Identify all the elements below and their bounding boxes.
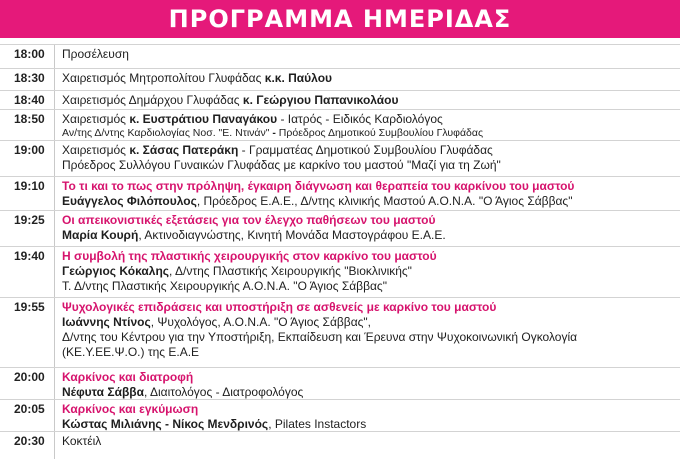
schedule-row: [0, 246, 680, 297]
schedule-content: [62, 179, 674, 209]
schedule-line: [62, 264, 674, 279]
schedule-line: [62, 279, 674, 294]
schedule-time: 19:25: [14, 213, 45, 227]
schedule-line: [62, 213, 674, 228]
schedule-line: [62, 434, 674, 449]
schedule-time: 18:40: [14, 93, 45, 107]
schedule-time: 18:30: [14, 71, 45, 85]
schedule-text: - Γραμματέας Δημοτικού Συμβουλίου Γλυφάδας: [238, 143, 493, 157]
schedule-row: [0, 431, 680, 459]
schedule-line: [62, 93, 674, 108]
schedule-line: [62, 330, 674, 345]
schedule-row: [0, 109, 680, 140]
schedule-text: Πρόεδρος Συλλόγου Γυναικών Γλυφάδας με καρκίνο του μαστού "Μαζί για τη Ζωή": [62, 158, 501, 172]
schedule-text: Χαιρετισμός: [62, 112, 130, 126]
speaker-name: κ. Σάσας Πατεράκη: [129, 143, 239, 157]
schedule-content: [62, 112, 674, 140]
schedule-text: Δ/ντης του Κέντρου για την Υποστήριξη, Εκπαίδευση και Έρευνα στην Ψυχοκοινωνική Ογκολογία: [62, 330, 578, 344]
speaker-name: Κώστας Μιλιάνης - Νίκος Μενδρινός: [62, 417, 269, 431]
schedule-line: [62, 370, 674, 385]
schedule-time: 18:00: [14, 47, 45, 61]
session-title: Οι απεικονιστικές εξετάσεις για τον έλεγχο παθήσεων του μαστού: [62, 213, 436, 227]
schedule-content: [62, 213, 674, 243]
schedule-text: , Ακτινοδιαγνώστης, Κινητή Μονάδα Μαστογράφου Ε.Α.Ε.: [138, 228, 446, 242]
schedule-content: [62, 249, 674, 294]
schedule-text: Πρόεδρος Δημοτικού Συμβουλίου Γλυφάδας: [275, 127, 483, 139]
schedule-text: Τ. Δ/ντης Πλαστικής Χειρουργικής Α.Ο.Ν.Α. "Ο Άγιος Σάββας": [62, 279, 387, 293]
speaker-name: Νέφυτα Σάββα: [62, 385, 144, 399]
schedule-time: 19:55: [14, 300, 45, 314]
schedule-text: Προσέλευση: [62, 47, 129, 61]
header-banner: [0, 0, 680, 38]
schedule-content: [62, 47, 674, 62]
schedule-line: [62, 402, 674, 417]
schedule-text: , Πρόεδρος Ε.Α.Ε., Δ/ντης κλινικής Μαστού Α.Ο.Ν.Α. "Ο Άγιος Σάββας": [196, 194, 573, 208]
schedule-time: 19:40: [14, 249, 45, 263]
speaker-name: -: [272, 127, 276, 139]
schedule-content: [62, 300, 674, 360]
schedule-row: [0, 90, 680, 109]
schedule-time: 19:10: [14, 179, 45, 193]
schedule-text: , Διαιτολόγος - Διατροφολόγος: [143, 385, 304, 399]
schedule-line: [62, 158, 674, 173]
schedule-line: [62, 417, 674, 432]
schedule-text: Χαιρετισμός Δημάρχου Γλυφάδας: [62, 93, 243, 107]
schedule-line: [62, 300, 674, 315]
schedule-time: 20:00: [14, 370, 45, 384]
schedule-time: 18:50: [14, 112, 45, 126]
schedule-text: Χαιρετισμός Μητροπολίτου Γλυφάδας: [62, 71, 265, 85]
schedule-text: , Pilates Instactors: [268, 417, 367, 431]
schedule-content: [62, 143, 674, 173]
schedule-row: [0, 140, 680, 176]
schedule-row: [0, 176, 680, 210]
speaker-name: Μαρία Κουρή: [62, 228, 139, 242]
schedule-line: [62, 315, 674, 330]
schedule-time: 20:05: [14, 402, 45, 416]
schedule-row: [0, 297, 680, 367]
schedule-text: , Ψυχολόγος, Α.Ο.Ν.Α. "Ο Άγιος Σάββας",: [150, 315, 372, 329]
schedule-line: [62, 385, 674, 400]
page-title: ΠΡΟΓΡΑΜΜΑ ΗΜΕΡΙΔΑΣ: [168, 5, 512, 33]
schedule-line: [62, 47, 674, 62]
schedule-time: 20:30: [14, 434, 45, 448]
schedule-content: [62, 93, 674, 108]
schedule-text: Κοκτέιλ: [62, 434, 102, 448]
schedule-text: (ΚΕ.Υ.ΕΕ.Ψ.Ο.) της Ε.Α.Ε: [62, 345, 200, 359]
schedule-content: [62, 434, 674, 449]
schedule-line: [62, 179, 674, 194]
schedule-line: [62, 71, 674, 86]
session-title: Καρκίνος και εγκύμωση: [62, 402, 199, 416]
schedule-row: [0, 210, 680, 246]
schedule-line: [62, 194, 674, 209]
speaker-name: Ιωάννης Ντίνος: [62, 315, 151, 329]
schedule-text: Χαιρετισμός: [62, 143, 130, 157]
schedule-line: [62, 345, 674, 360]
schedule-content: [62, 370, 674, 400]
schedule-line: [62, 228, 674, 243]
schedule-text: , Δ/ντης Πλαστικής Χειρουργικής "Βιοκλινικής": [169, 264, 412, 278]
schedule-row: [0, 399, 680, 431]
schedule-line: [62, 249, 674, 264]
schedule-time: 19:00: [14, 143, 45, 157]
speaker-name: κ.κ. Παύλου: [264, 71, 333, 85]
session-title: Η συμβολή της πλαστικής χειρουργικής στον καρκίνο του μαστού: [62, 249, 437, 263]
schedule-row: [0, 367, 680, 399]
speaker-name: κ. Γεώργιου Παπανικολάου: [242, 93, 399, 107]
schedule-row: [0, 68, 680, 90]
schedule-line: [62, 127, 674, 140]
speaker-name: Ευάγγελος Φιλόπουλος: [62, 194, 197, 208]
session-title: Το τι και το πως στην πρόληψη, έγκαιρη διάγνωση και θεραπεία του καρκίνου του μαστού: [62, 179, 575, 193]
schedule-row: [0, 44, 680, 68]
schedule-content: [62, 71, 674, 86]
schedule-text: - Ιατρός - Ειδικός Καρδιολόγος: [277, 112, 443, 126]
speaker-name: κ. Ευστράτιου Παναγάκου: [129, 112, 278, 126]
session-title: Ψυχολογικές επιδράσεις και υποστήριξη σε ασθενείς με καρκίνο του μαστού: [62, 300, 497, 314]
schedule-text: Αν/της Δ/ντης Καρδιολογίας Νοσ. "Ε. Ντινάν": [62, 127, 273, 139]
schedule-line: [62, 112, 674, 127]
speaker-name: Γεώργιος Κόκαλης: [62, 264, 170, 278]
schedule-content: [62, 402, 674, 432]
session-title: Καρκίνος και διατροφή: [62, 370, 194, 384]
schedule-line: [62, 143, 674, 158]
